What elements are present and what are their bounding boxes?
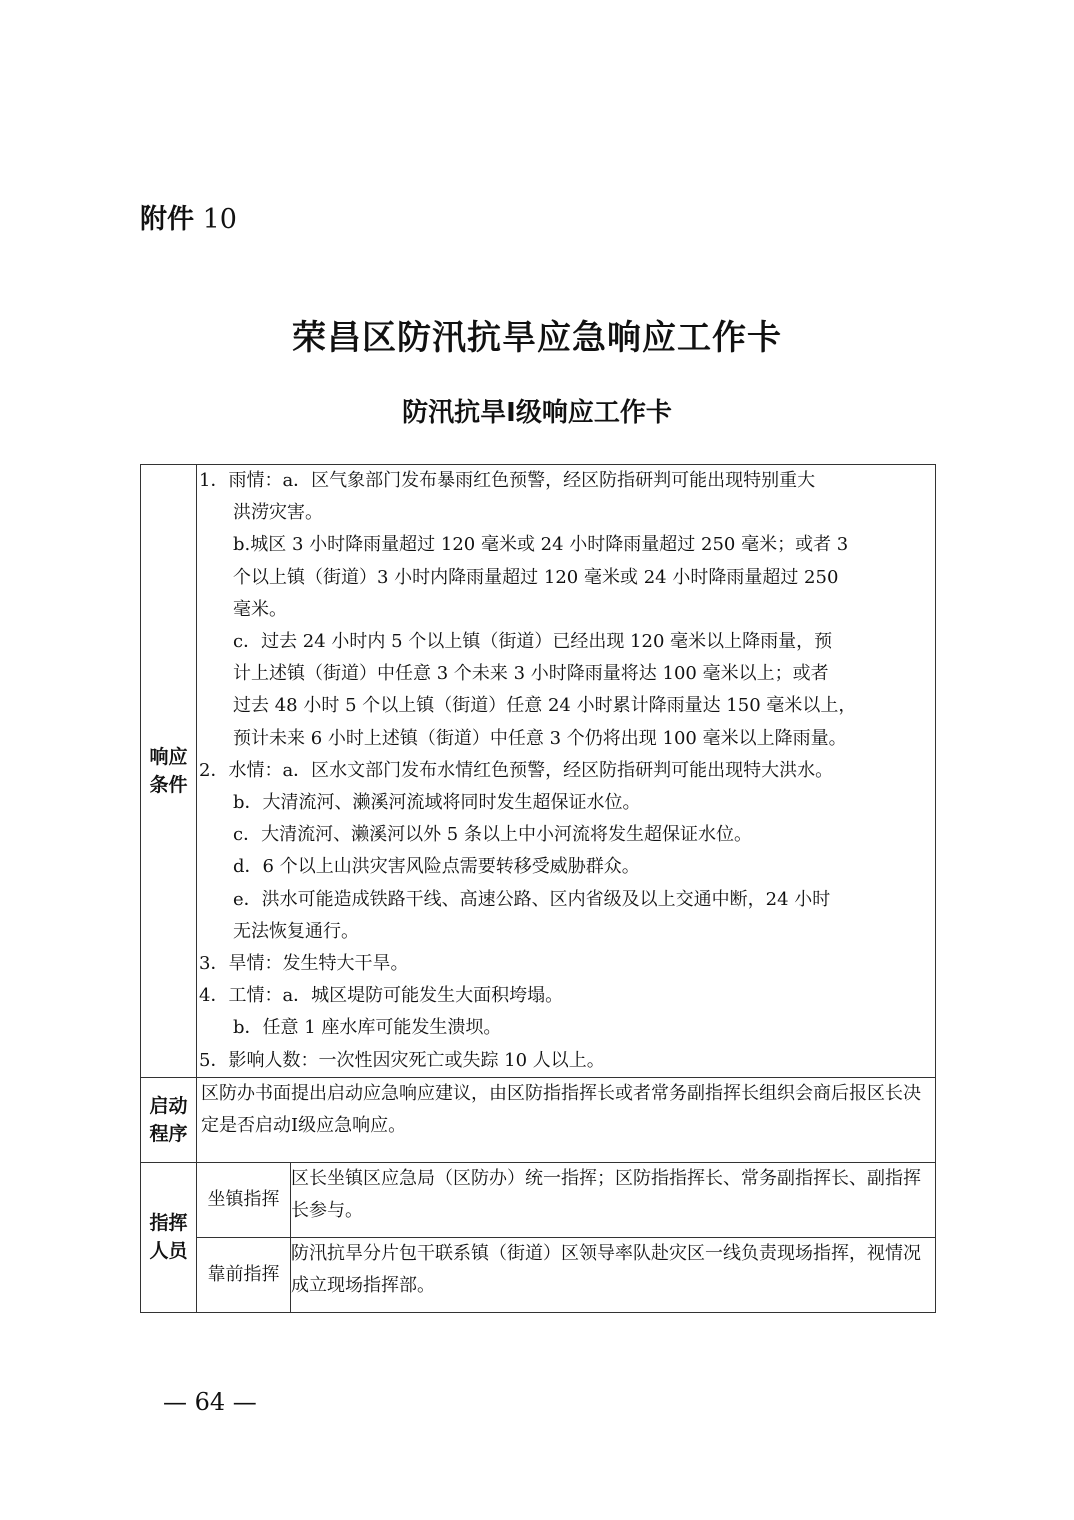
- command-role-frontline: 靠前指挥: [197, 1237, 291, 1312]
- document-title: 荣昌区防汛抗旱应急响应工作卡: [292, 318, 782, 358]
- response-conditions-content: [197, 465, 936, 1078]
- startup-procedure-text: 区防办书面提出启动应急响应建议，由区防指指挥长或者常务副指挥长组织会商后报区长决定是否启动Ⅰ级应急响应。: [197, 1077, 936, 1162]
- condition-line: 计上述镇（街道）中任意 3 个未来 3 小时降雨量将达 100 毫米以上；或者: [233, 663, 829, 685]
- condition-line: 无法恢复通行。: [233, 920, 359, 942]
- annex-label: 附件: [140, 204, 194, 235]
- condition-line: 3．旱情：发生特大干旱。: [199, 953, 409, 975]
- condition-line: c．大清流河、濑溪河以外 5 条以上中小河流将发生超保证水位。: [233, 824, 752, 846]
- condition-line: c．过去 24 小时内 5 个以上镇（街道）已经出现 120 毫米以上降雨量，预: [233, 631, 833, 653]
- condition-line: 预计未来 6 小时上述镇（街道）中任意 3 个仍将出现 100 毫米以上降雨量。: [233, 727, 847, 749]
- command-personnel-label: 指挥 人员: [141, 1162, 197, 1312]
- condition-line: 过去 48 小时 5 个以上镇（街道）任意 24 小时累计降雨量达 150 毫米以上，: [233, 695, 857, 717]
- page-number: — 64 —: [163, 1388, 257, 1416]
- condition-line: 毫米。: [233, 598, 287, 620]
- command-role-onsite-text: 区长坐镇区应急局（区防办）统一指挥；区防指指挥长、常务副指挥长、副指挥长参与。: [291, 1162, 936, 1237]
- command-personnel-row-2: [141, 1237, 936, 1312]
- response-conditions-label: 响应 条件: [141, 465, 197, 1078]
- command-role-onsite: 坐镇指挥: [197, 1162, 291, 1237]
- condition-line: 洪涝灾害。: [233, 502, 323, 524]
- condition-line: e．洪水可能造成铁路干线、高速公路、区内省级及以上交通中断，24 小时: [233, 888, 831, 910]
- response-conditions-row: [141, 465, 936, 1078]
- command-role-frontline-text: 防汛抗旱分片包干联系镇（街道）区领导率队赴灾区一线负责现场指挥，视情况成立现场指挥部。: [291, 1237, 936, 1312]
- condition-line: b．大清流河、濑溪河流域将同时发生超保证水位。: [233, 792, 641, 814]
- response-work-card-table: [140, 464, 936, 1313]
- condition-line: b.城区 3 小时降雨量超过 120 毫米或 24 小时降雨量超过 250 毫米；或者 3: [233, 534, 849, 556]
- annex-number: 10: [202, 204, 237, 235]
- condition-line: b．任意 1 座水库可能发生溃坝。: [233, 1017, 502, 1039]
- card-subtitle: 防汛抗旱Ⅰ级响应工作卡: [402, 398, 672, 428]
- startup-procedure-row: [141, 1077, 936, 1162]
- condition-line: 5．影响人数：一次性因灾死亡或失踪 10 人以上。: [199, 1049, 605, 1071]
- command-personnel-row-1: [141, 1162, 936, 1237]
- condition-line: 2．水情：a．区水文部门发布水情红色预警，经区防指研判可能出现特大洪水。: [199, 759, 834, 781]
- condition-line: 个以上镇（街道）3 小时内降雨量超过 120 毫米或 24 小时降雨量超过 250: [233, 566, 839, 588]
- condition-line: d．6 个以上山洪灾害风险点需要转移受威胁群众。: [233, 856, 640, 878]
- condition-line: 1．雨情：a．区气象部门发布暴雨红色预警，经区防指研判可能出现特别重大: [199, 470, 816, 491]
- startup-procedure-label: 启动 程序: [141, 1077, 197, 1162]
- condition-line: 4．工情：a．城区堤防可能发生大面积垮塌。: [199, 985, 564, 1007]
- annex-heading: [140, 197, 237, 236]
